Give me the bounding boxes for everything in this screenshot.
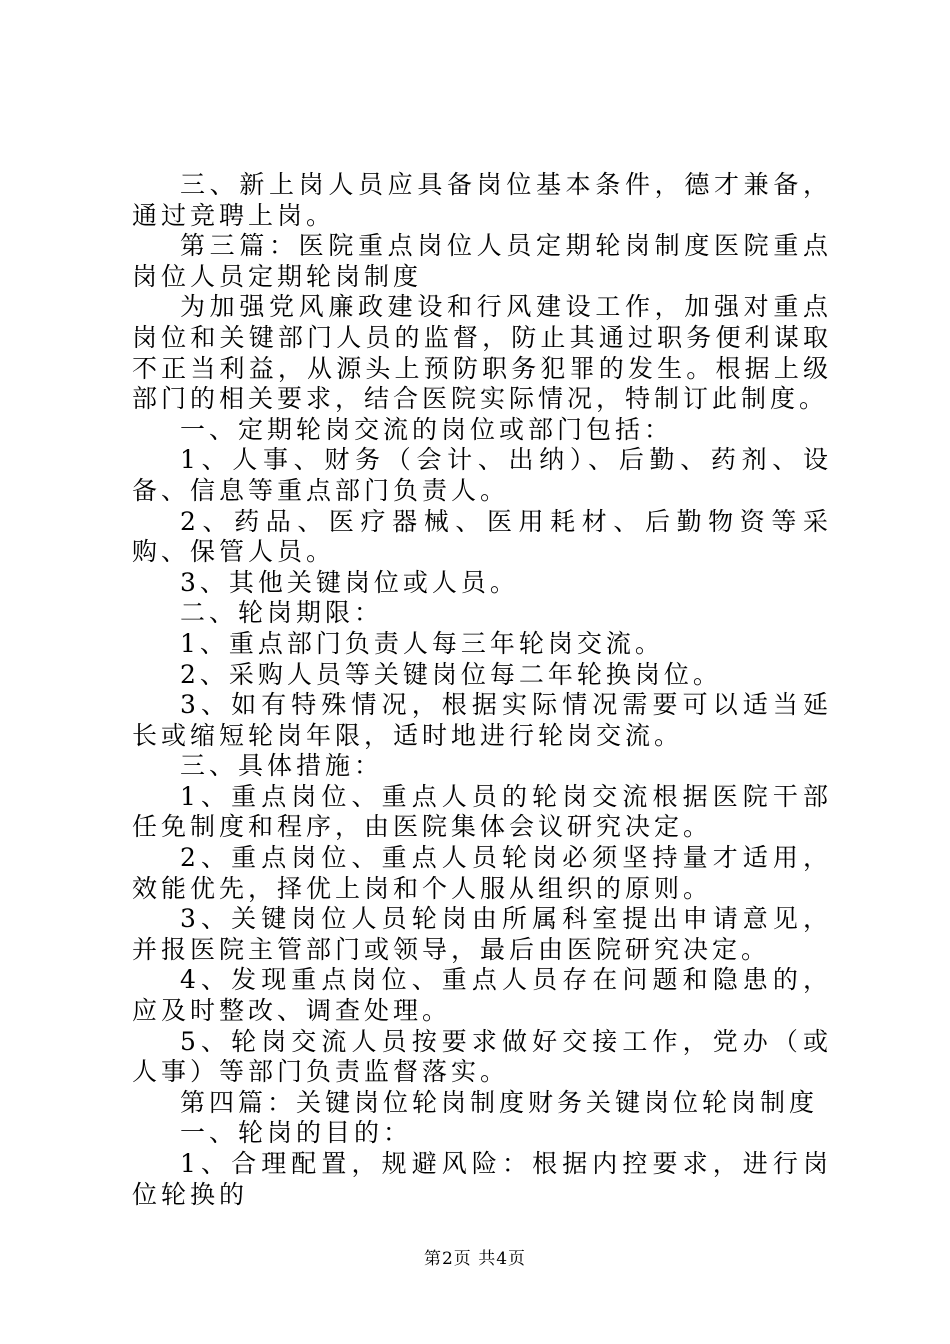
section-heading: 第四篇：关键岗位轮岗制度财务关键岗位轮岗制度	[180, 1087, 819, 1117]
paragraph: 一、轮岗的目的：	[180, 1118, 413, 1148]
list-item: 1、人事、财务（会计、出纳）、后勤、药剂、设备、信息等重点部门负责人。	[132, 445, 832, 505]
list-item: 2、重点岗位、重点人员轮岗必须坚持量才适用，效能优先，择优上岗和个人服从组织的原则。	[132, 843, 832, 903]
list-item: 5、轮岗交流人员按要求做好交接工作，党办（或人事）等部门负责监督落实。	[132, 1026, 832, 1087]
paragraph: 二、轮岗期限：	[180, 598, 384, 628]
list-item: 3、其他关键岗位或人员。	[180, 567, 519, 597]
list-item: 3、关键岗位人员轮岗由所属科室提出申请意见，并报医院主管部门或领导，最后由医院研究决定。	[132, 904, 832, 964]
paragraph: 三、具体措施：	[180, 751, 384, 781]
list-item: 1、合理配置，规避风险：根据内控要求，进行岗位轮换的	[132, 1149, 832, 1209]
page-number-footer: 第2页 共4页	[423, 1249, 527, 1269]
paragraph: 一、定期轮岗交流的岗位或部门包括：	[180, 414, 674, 444]
list-item: 4、发现重点岗位、重点人员存在问题和隐患的，应及时整改、调查处理。	[132, 965, 832, 1026]
list-item: 2、采购人员等关键岗位每二年轮换岗位。	[180, 659, 722, 689]
section-heading: 第三篇：医院重点岗位人员定期轮岗制度医院重点岗位人员定期轮岗制度	[132, 231, 832, 291]
list-item: 3、如有特殊情况，根据实际情况需要可以适当延长或缩短轮岗年限，适时地进行轮岗交流。	[132, 690, 832, 750]
list-item: 2、药品、医疗器械、医用耗材、后勤物资等采购、保管人员。	[132, 506, 832, 567]
list-item: 1、重点部门负责人每三年轮岗交流。	[180, 628, 664, 658]
paragraph: 三、新上岗人员应具备岗位基本条件，德才兼备，通过竞聘上岗。	[132, 170, 832, 230]
paragraph: 为加强党风廉政建设和行风建设工作，加强对重点岗位和关键部门人员的监督，防止其通过职务便利谋取不正当利益，从源头上预防职务犯罪的发生。根据上级部门的相关要求，结合医院实际情况，特制订此制度。	[132, 292, 832, 414]
list-item: 1、重点岗位、重点人员的轮岗交流根据医院干部任免制度和程序，由医院集体会议研究决定。	[132, 781, 832, 842]
document-body	[132, 170, 832, 1210]
